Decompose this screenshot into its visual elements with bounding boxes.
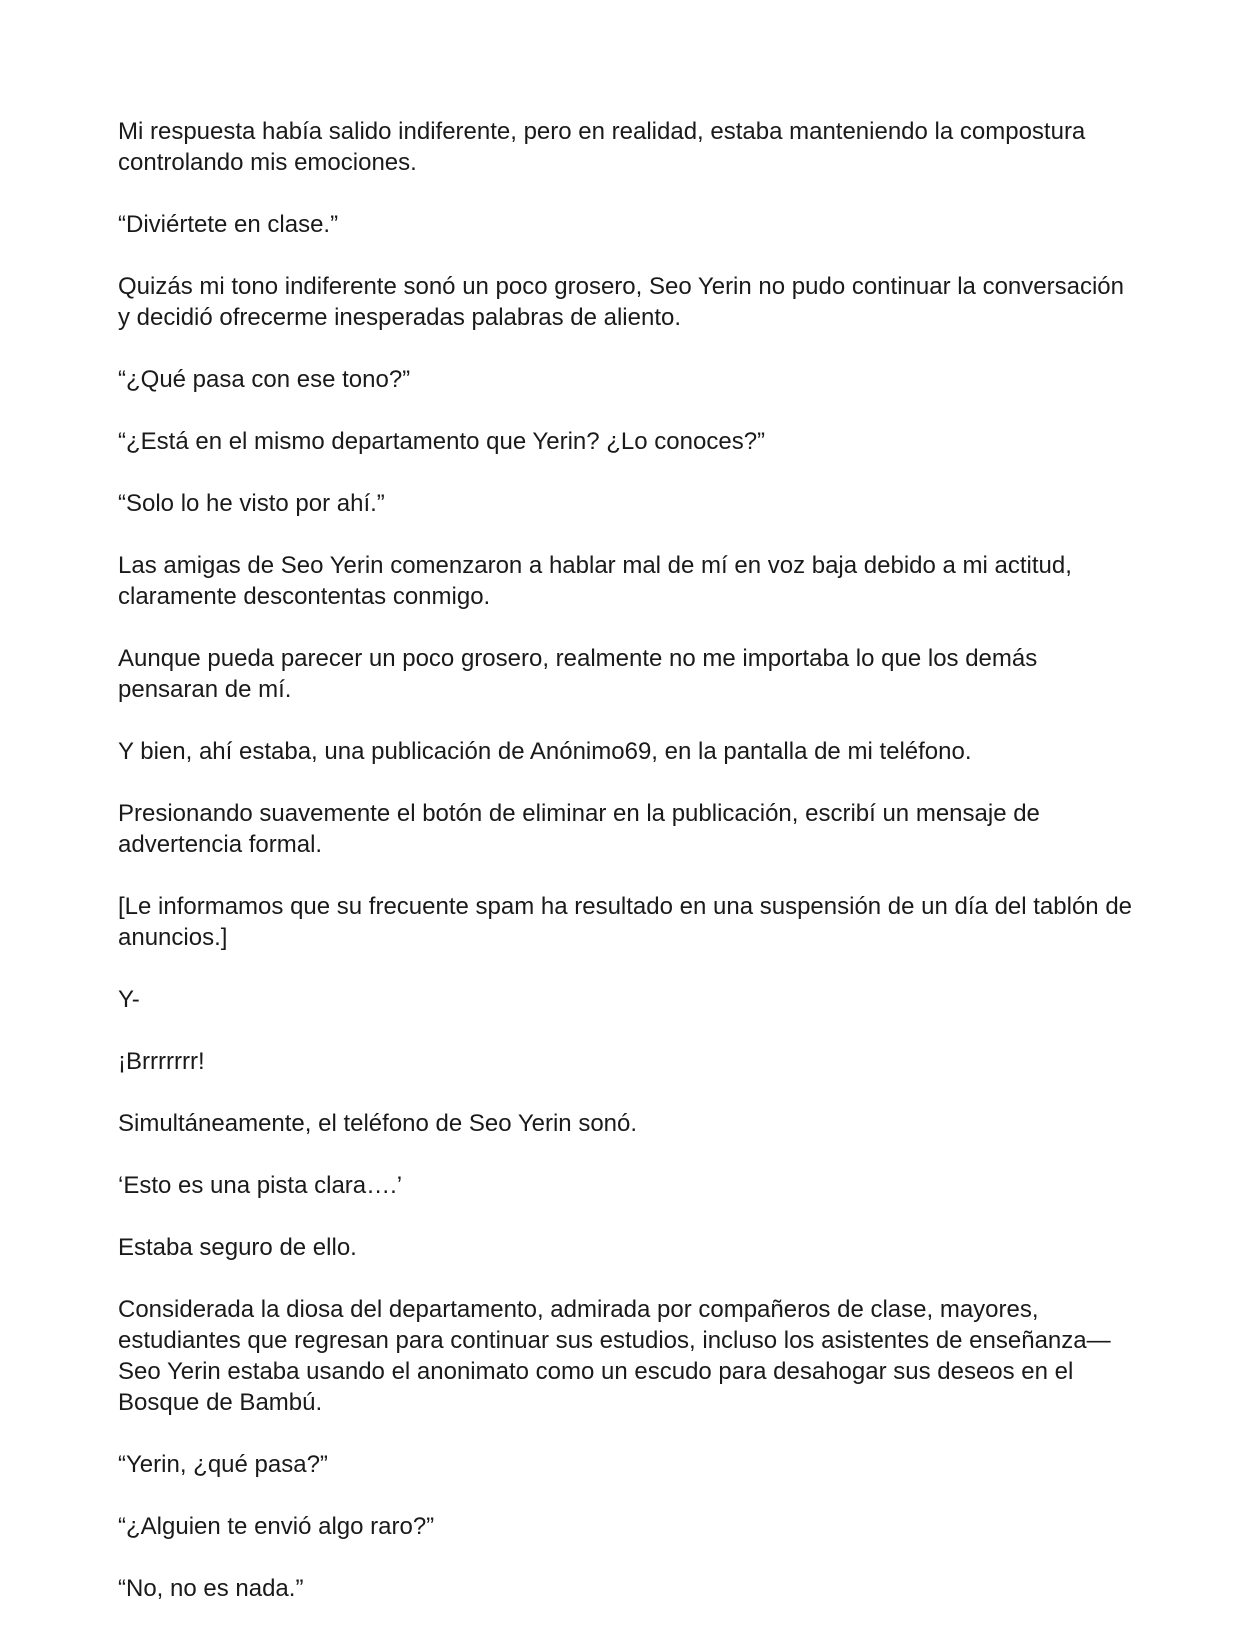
document-body (118, 116, 1138, 1635)
paragraph: “Solo lo he visto por ahí.” (118, 490, 385, 517)
paragraph: “¿Está en el mismo departamento que Yerin? ¿Lo conoces?” (118, 428, 766, 455)
paragraph: [Le informamos que su frecuente spam ha resultado en una suspensión de un día del tablón de anuncios.] (118, 893, 1133, 951)
paragraph: Y bien, ahí estaba, una publicación de Anónimo69, en la pantalla de mi teléfono. (118, 738, 972, 765)
paragraph: Mi respuesta había salido indiferente, pero en realidad, estaba manteniendo la compostura controlando mis emociones. (118, 118, 1086, 176)
paragraph: Estaba seguro de ello. (118, 1234, 357, 1261)
paragraph: Considerada la diosa del departamento, admirada por compañeros de clase, mayores, estudiantes que regresan para continuar sus estudios, incluso los asistentes de enseñanza—Seo Yerin estaba usando el anonimato como un escudo para desahogar sus deseos en el Bosque de Bambú. (118, 1296, 1111, 1416)
paragraph: “¿Qué pasa con ese tono?” (118, 366, 411, 393)
paragraph: ‘Esto es una pista clara….’ (118, 1172, 403, 1199)
paragraph: Las amigas de Seo Yerin comenzaron a hablar mal de mí en voz baja debido a mi actitud, claramente descontentas conmigo. (118, 552, 1072, 610)
paragraph: Simultáneamente, el teléfono de Seo Yerin sonó. (118, 1110, 638, 1137)
paragraph: Quizás mi tono indiferente sonó un poco grosero, Seo Yerin no pudo continuar la conversación y decidió ofrecerme inesperadas palabras de aliento. (118, 273, 1124, 331)
paragraph: Presionando suavemente el botón de eliminar en la publicación, escribí un mensaje de advertencia formal. (118, 800, 1040, 858)
paragraph: “No, no es nada.” (118, 1575, 304, 1602)
paragraph: “Yerin, ¿qué pasa?” (118, 1451, 328, 1478)
paragraph: ¡Brrrrrrr! (118, 1048, 205, 1075)
paragraph: “¿Alguien te envió algo raro?” (118, 1513, 435, 1540)
paragraph: “Diviértete en clase.” (118, 211, 339, 238)
paragraph: Y- (118, 986, 140, 1013)
paragraph: Aunque pueda parecer un poco grosero, realmente no me importaba lo que los demás pensaran de mí. (118, 645, 1038, 703)
